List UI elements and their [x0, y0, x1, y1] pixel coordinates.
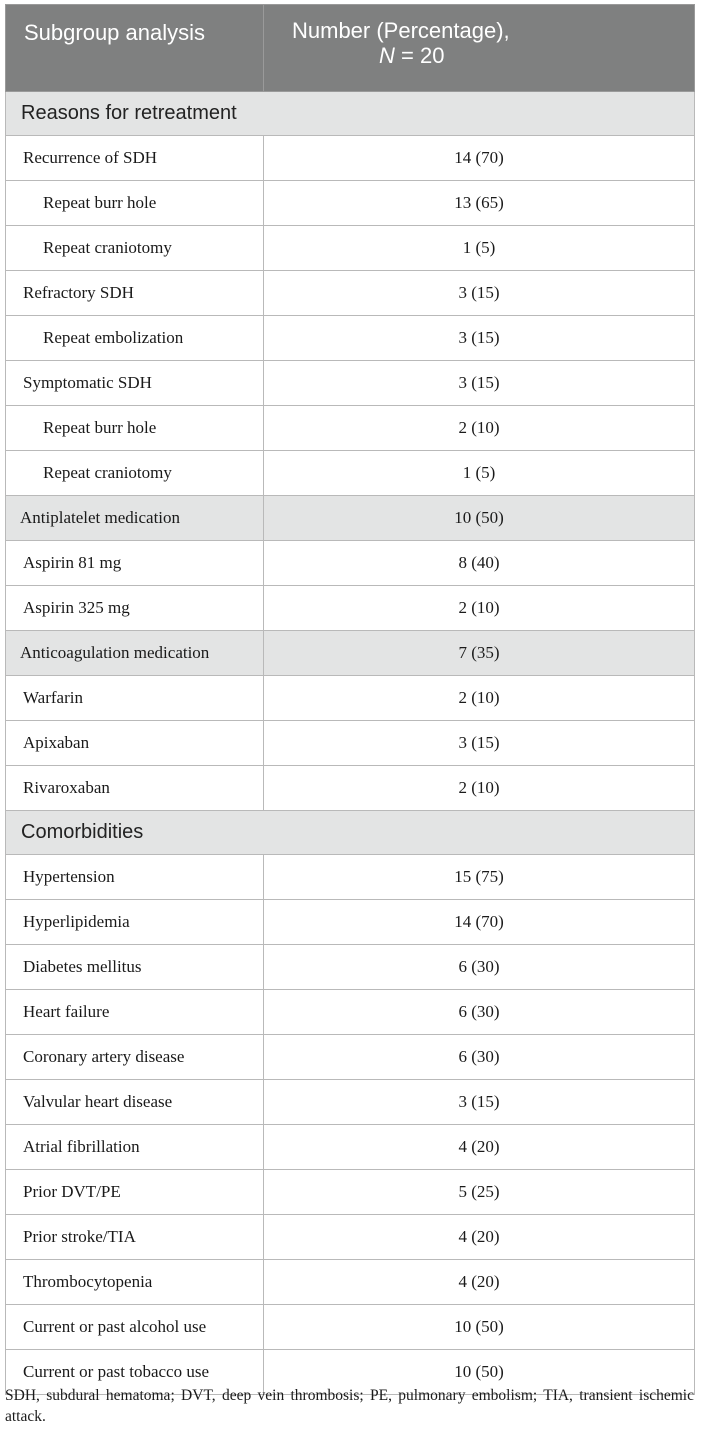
row-label: Repeat craniotomy [6, 451, 264, 496]
row-label: Valvular heart disease [6, 1080, 264, 1125]
header-n-total [292, 43, 694, 68]
table-row [6, 316, 695, 361]
table-row [6, 1260, 695, 1305]
table-footnote: SDH, subdural hematoma; DVT, deep vein thrombosis; PE, pulmonary embolism; TIA, transient ischemic attack. [5, 1387, 694, 1425]
header-n-value: = 20 [394, 43, 445, 68]
table-header-row [6, 5, 695, 92]
row-label: Prior stroke/TIA [6, 1215, 264, 1260]
row-label: Aspirin 325 mg [6, 586, 264, 631]
row-label: Refractory SDH [6, 271, 264, 316]
row-label: Repeat craniotomy [6, 226, 264, 271]
table-row [6, 1035, 695, 1080]
row-label: Recurrence of SDH [6, 136, 264, 181]
table-row [6, 406, 695, 451]
subheader-row-antiplatelet [6, 496, 695, 541]
row-value: 8 (40) [264, 541, 695, 586]
row-value: 2 (10) [264, 676, 695, 721]
table-row [6, 1305, 695, 1350]
row-value: 2 (10) [264, 406, 695, 451]
section-row-comorbidities [6, 811, 695, 855]
row-value: 1 (5) [264, 451, 695, 496]
table-row [6, 1170, 695, 1215]
table-row [6, 586, 695, 631]
row-value: 3 (15) [264, 1080, 695, 1125]
row-label: Repeat embolization [6, 316, 264, 361]
subheader-value-anticoagulation: 7 (35) [264, 631, 695, 676]
table-row [6, 766, 695, 811]
section-title-reasons: Reasons for retreatment [6, 92, 695, 136]
table-row [6, 136, 695, 181]
row-label: Hyperlipidemia [6, 900, 264, 945]
row-label: Diabetes mellitus [6, 945, 264, 990]
row-value: 4 (20) [264, 1260, 695, 1305]
row-label: Warfarin [6, 676, 264, 721]
row-label: Symptomatic SDH [6, 361, 264, 406]
table-row [6, 226, 695, 271]
subgroup-analysis-table [5, 4, 695, 1395]
section-title-comorbidities: Comorbidities [6, 811, 695, 855]
table-row [6, 990, 695, 1035]
row-value: 3 (15) [264, 361, 695, 406]
table-row [6, 361, 695, 406]
row-value: 6 (30) [264, 1035, 695, 1080]
subheader-value-antiplatelet: 10 (50) [264, 496, 695, 541]
row-value: 13 (65) [264, 181, 695, 226]
section-row-reasons [6, 92, 695, 136]
table-row [6, 855, 695, 900]
table-row [6, 1215, 695, 1260]
row-value: 5 (25) [264, 1170, 695, 1215]
subheader-row-anticoagulation [6, 631, 695, 676]
table-row [6, 900, 695, 945]
row-value: 14 (70) [264, 900, 695, 945]
row-label: Hypertension [6, 855, 264, 900]
header-n-symbol: N [379, 43, 395, 68]
row-label: Prior DVT/PE [6, 1170, 264, 1215]
table-row [6, 945, 695, 990]
row-label: Coronary artery disease [6, 1035, 264, 1080]
row-value: 6 (30) [264, 990, 695, 1035]
row-label: Aspirin 81 mg [6, 541, 264, 586]
header-subgroup-analysis: Subgroup analysis [6, 5, 264, 92]
row-value: 15 (75) [264, 855, 695, 900]
row-value: 1 (5) [264, 226, 695, 271]
subheader-label-anticoagulation: Anticoagulation medication [6, 631, 264, 676]
row-label: Heart failure [6, 990, 264, 1035]
row-value: 3 (15) [264, 721, 695, 766]
row-value: 6 (30) [264, 945, 695, 990]
table-row [6, 541, 695, 586]
table-row [6, 1125, 695, 1170]
row-value: 10 (50) [264, 1350, 695, 1395]
row-value: 10 (50) [264, 1305, 695, 1350]
row-label: Current or past alcohol use [6, 1305, 264, 1350]
table-row [6, 271, 695, 316]
row-value: 14 (70) [264, 136, 695, 181]
row-label: Repeat burr hole [6, 181, 264, 226]
header-number-label: Number (Percentage), [292, 18, 510, 43]
row-label: Rivaroxaban [6, 766, 264, 811]
table-row [6, 181, 695, 226]
table-row [6, 451, 695, 496]
row-value: 4 (20) [264, 1125, 695, 1170]
row-value: 3 (15) [264, 271, 695, 316]
row-label: Repeat burr hole [6, 406, 264, 451]
table-row [6, 676, 695, 721]
row-value: 2 (10) [264, 766, 695, 811]
header-number-percentage [264, 5, 695, 92]
table-row [6, 721, 695, 766]
row-label: Current or past tobacco use [6, 1350, 264, 1395]
row-value: 2 (10) [264, 586, 695, 631]
row-value: 4 (20) [264, 1215, 695, 1260]
row-label: Atrial fibrillation [6, 1125, 264, 1170]
row-label: Thrombocytopenia [6, 1260, 264, 1305]
subheader-label-antiplatelet: Antiplatelet medication [6, 496, 264, 541]
table-row [6, 1080, 695, 1125]
row-value: 3 (15) [264, 316, 695, 361]
row-label: Apixaban [6, 721, 264, 766]
